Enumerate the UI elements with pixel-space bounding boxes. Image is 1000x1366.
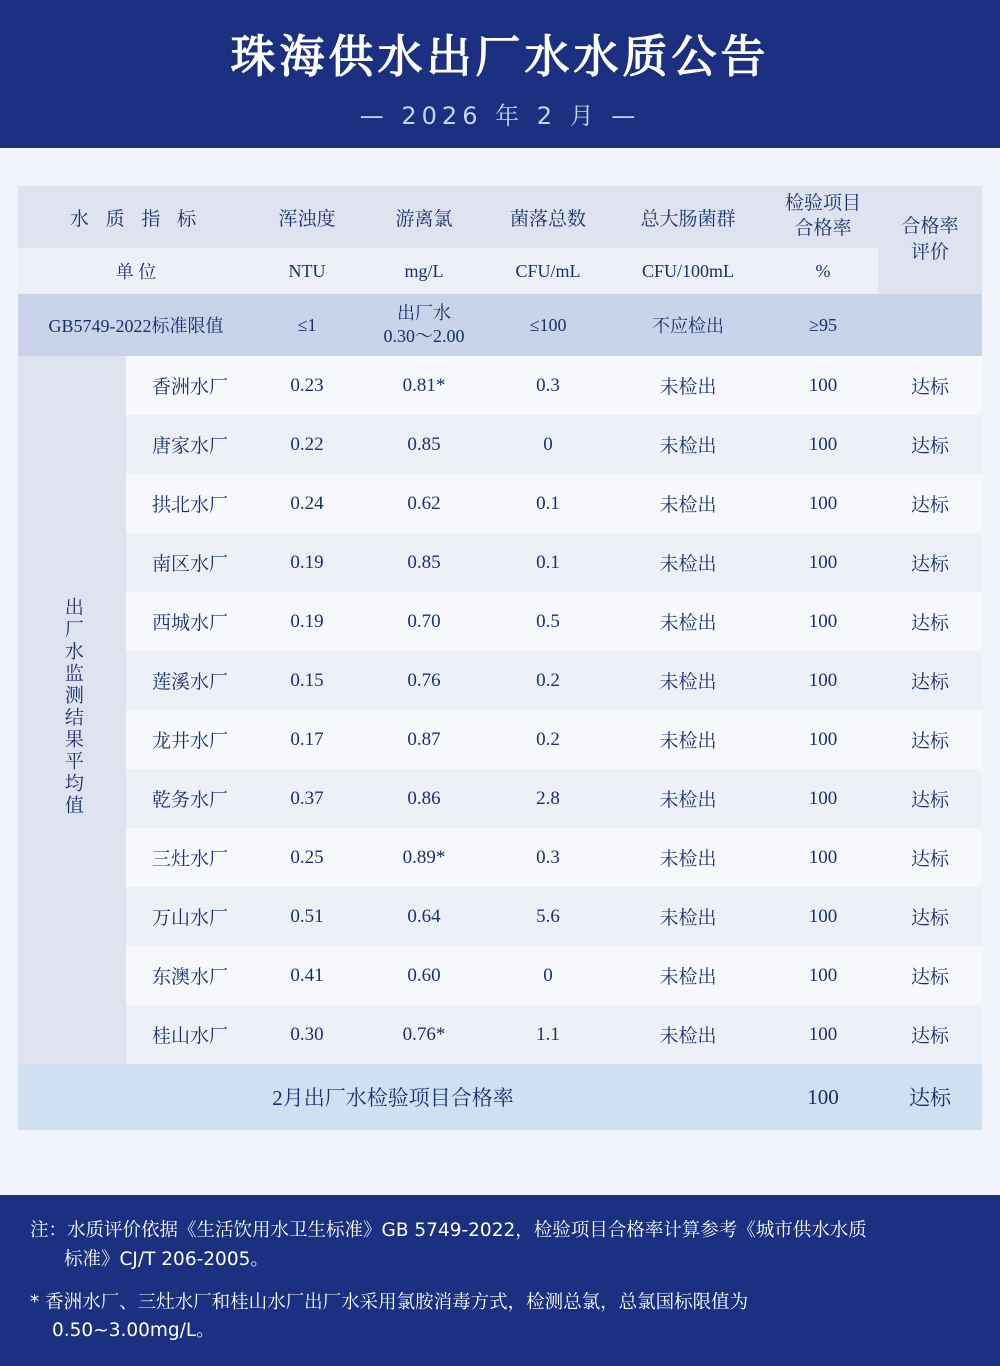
table-row: [18, 946, 982, 1005]
cell-pass-rate: 100: [768, 592, 878, 651]
cell-free-chlorine: 0.64: [360, 887, 488, 946]
cell-free-chlorine: 0.87: [360, 710, 488, 769]
unit-pass-rate: %: [768, 248, 878, 294]
unit-colony-count: CFU/mL: [488, 248, 608, 294]
cell-coliform: 未检出: [608, 592, 768, 651]
cell-coliform: 未检出: [608, 356, 768, 415]
unit-label: 单 位: [18, 248, 254, 294]
cell-pass-rate: 100: [768, 474, 878, 533]
total-label: 2月出厂水检验项目合格率: [18, 1064, 768, 1130]
footnote-chloramine: [30, 1289, 970, 1346]
cell-pass-rate: 100: [768, 887, 878, 946]
cell-evaluation: 达标: [878, 533, 982, 592]
table-row: [18, 1005, 982, 1064]
cell-free-chlorine: 0.85: [360, 415, 488, 474]
plant-name: 拱北水厂: [126, 474, 254, 533]
page-subtitle: — 2026 年 2 月 —: [359, 102, 641, 130]
cell-turbidity: 0.41: [254, 946, 360, 1005]
cell-free-chlorine: 0.85: [360, 533, 488, 592]
total-row: [18, 1064, 982, 1130]
header-evaluation: 合格率 评价: [878, 186, 982, 294]
cell-turbidity: 0.17: [254, 710, 360, 769]
cell-pass-rate: 100: [768, 828, 878, 887]
header-indicator: 水 质 指 标: [18, 186, 254, 248]
cell-colony-count: 0.5: [488, 592, 608, 651]
cell-evaluation: 达标: [878, 887, 982, 946]
cell-pass-rate: 100: [768, 356, 878, 415]
cell-evaluation: 达标: [878, 415, 982, 474]
plant-name: 桂山水厂: [126, 1005, 254, 1064]
cell-coliform: 未检出: [608, 1005, 768, 1064]
cell-colony-count: 5.6: [488, 887, 608, 946]
plant-name: 东澳水厂: [126, 946, 254, 1005]
header-free-chlorine: 游离氯: [360, 186, 488, 248]
cell-turbidity: 0.23: [254, 356, 360, 415]
unit-free-chlorine: mg/L: [360, 248, 488, 294]
standard-turbidity: ≤1: [254, 294, 360, 356]
cell-free-chlorine: 0.76*: [360, 1005, 488, 1064]
table-row: [18, 710, 982, 769]
cell-turbidity: 0.15: [254, 651, 360, 710]
cell-free-chlorine: 0.81*: [360, 356, 488, 415]
cell-colony-count: 1.1: [488, 1005, 608, 1064]
cell-evaluation: 达标: [878, 769, 982, 828]
cell-colony-count: 0.1: [488, 474, 608, 533]
footnote-standard-line2: 标准》CJ/T 206-2005。: [64, 1248, 269, 1270]
table-row: [18, 592, 982, 651]
page-footer: [0, 1195, 1000, 1366]
cell-evaluation: 达标: [878, 828, 982, 887]
cell-turbidity: 0.25: [254, 828, 360, 887]
cell-free-chlorine: 0.86: [360, 769, 488, 828]
table-row: [18, 415, 982, 474]
cell-coliform: 未检出: [608, 474, 768, 533]
cell-evaluation: 达标: [878, 946, 982, 1005]
total-pass-rate: 100: [768, 1064, 878, 1130]
cell-pass-rate: 100: [768, 533, 878, 592]
unit-turbidity: NTU: [254, 248, 360, 294]
cell-free-chlorine: 0.70: [360, 592, 488, 651]
plant-name: 龙井水厂: [126, 710, 254, 769]
cell-coliform: 未检出: [608, 651, 768, 710]
standard-free-chlorine: [360, 294, 488, 356]
standard-free-chlorine-line1: 出厂水: [397, 302, 452, 323]
standard-free-chlorine-line2: 0.30～2.00: [383, 326, 465, 346]
plant-name: 三灶水厂: [126, 828, 254, 887]
cell-coliform: 未检出: [608, 415, 768, 474]
standard-colony-count: ≤100: [488, 294, 608, 356]
header-coliform: 总大肠菌群: [608, 186, 768, 248]
plant-name: 乾务水厂: [126, 769, 254, 828]
cell-coliform: 未检出: [608, 769, 768, 828]
standard-label: GB5749-2022标准限值: [18, 294, 254, 356]
plant-name: 香洲水厂: [126, 356, 254, 415]
cell-turbidity: 0.19: [254, 592, 360, 651]
cell-turbidity: 0.37: [254, 769, 360, 828]
standard-evaluation-empty: [878, 294, 982, 356]
footnote-standard-line1: 注：水质评价依据《生活饮用水卫生标准》GB 5749-2022，检验项目合格率计算参考《城市供水水质: [30, 1220, 867, 1242]
page-title: 珠海供水出厂水水质公告: [230, 30, 770, 83]
cell-pass-rate: 100: [768, 651, 878, 710]
cell-coliform: 未检出: [608, 710, 768, 769]
cell-evaluation: 达标: [878, 1005, 982, 1064]
cell-pass-rate: 100: [768, 415, 878, 474]
cell-free-chlorine: 0.60: [360, 946, 488, 1005]
header-colony-count: 菌落总数: [488, 186, 608, 248]
unit-coliform: CFU/100mL: [608, 248, 768, 294]
plant-name: 唐家水厂: [126, 415, 254, 474]
standard-limit-row: [18, 294, 982, 356]
water-quality-table-area: [0, 148, 1000, 1130]
table-row: [18, 887, 982, 946]
cell-turbidity: 0.24: [254, 474, 360, 533]
plant-name: 万山水厂: [126, 887, 254, 946]
cell-pass-rate: 100: [768, 769, 878, 828]
cell-free-chlorine: 0.89*: [360, 828, 488, 887]
table-row: [18, 356, 982, 415]
plant-name: 西城水厂: [126, 592, 254, 651]
cell-turbidity: 0.22: [254, 415, 360, 474]
standard-coliform: 不应检出: [608, 294, 768, 356]
table-unit-row: [18, 248, 982, 294]
cell-colony-count: 0.2: [488, 651, 608, 710]
cell-coliform: 未检出: [608, 533, 768, 592]
table-row: [18, 828, 982, 887]
cell-evaluation: 达标: [878, 651, 982, 710]
plant-name: 南区水厂: [126, 533, 254, 592]
cell-evaluation: 达标: [878, 592, 982, 651]
cell-colony-count: 0: [488, 946, 608, 1005]
row-group-label: 出厂水监测结果平均值: [18, 356, 126, 1064]
cell-pass-rate: 100: [768, 946, 878, 1005]
cell-turbidity: 0.30: [254, 1005, 360, 1064]
cell-evaluation: 达标: [878, 710, 982, 769]
footnote-chloramine-line1: * 香洲水厂、三灶水厂和桂山水厂出厂水采用氯胺消毒方式，检测总氯，总氯国标限值为: [30, 1291, 749, 1313]
table-row: [18, 474, 982, 533]
cell-turbidity: 0.19: [254, 533, 360, 592]
table-row: [18, 651, 982, 710]
cell-colony-count: 0.3: [488, 828, 608, 887]
water-quality-table: [18, 186, 982, 1130]
cell-colony-count: 0.2: [488, 710, 608, 769]
cell-coliform: 未检出: [608, 887, 768, 946]
footnote-standard: [30, 1217, 970, 1274]
cell-coliform: 未检出: [608, 946, 768, 1005]
cell-colony-count: 2.8: [488, 769, 608, 828]
table-header-row: [18, 186, 982, 248]
table-row: [18, 769, 982, 828]
cell-colony-count: 0: [488, 415, 608, 474]
cell-pass-rate: 100: [768, 1005, 878, 1064]
cell-free-chlorine: 0.62: [360, 474, 488, 533]
footnote-chloramine-line2: 0.50~3.00mg/L。: [52, 1320, 215, 1342]
cell-free-chlorine: 0.76: [360, 651, 488, 710]
header-pass-rate: 检验项目 合格率: [768, 186, 878, 248]
total-evaluation: 达标: [878, 1064, 982, 1130]
cell-coliform: 未检出: [608, 828, 768, 887]
standard-pass-rate: ≥95: [768, 294, 878, 356]
cell-pass-rate: 100: [768, 710, 878, 769]
cell-turbidity: 0.51: [254, 887, 360, 946]
cell-evaluation: 达标: [878, 356, 982, 415]
header-turbidity: 浑浊度: [254, 186, 360, 248]
page-header: [0, 0, 1000, 148]
cell-colony-count: 0.1: [488, 533, 608, 592]
cell-evaluation: 达标: [878, 474, 982, 533]
plant-name: 莲溪水厂: [126, 651, 254, 710]
table-row: [18, 533, 982, 592]
cell-colony-count: 0.3: [488, 356, 608, 415]
